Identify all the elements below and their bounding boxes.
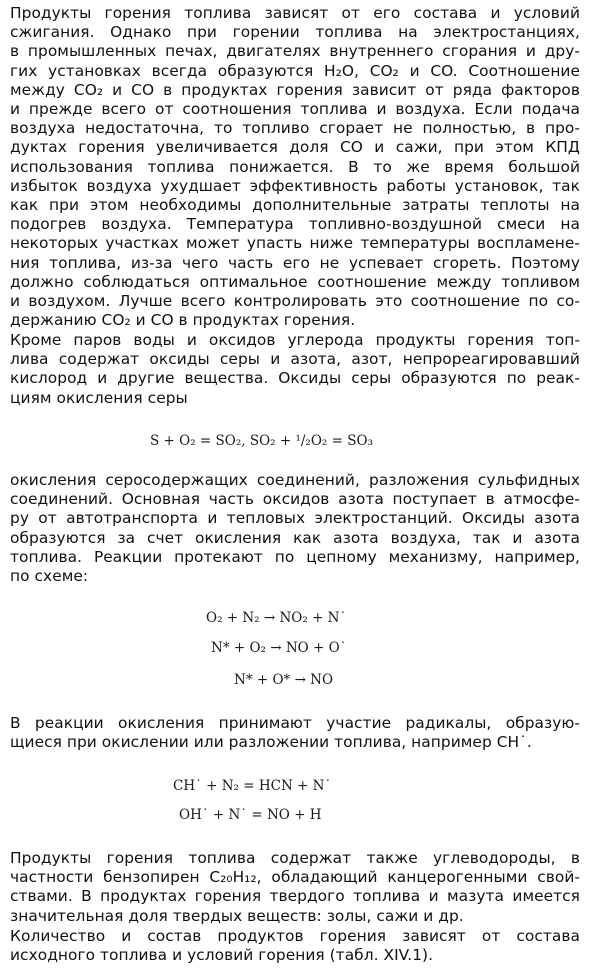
text-line: должно соблюдаться оптимальное соотношение между топливом — [10, 272, 580, 291]
text-line: циям окисления серы — [10, 388, 188, 407]
text-line: по схеме: — [10, 567, 89, 585]
text-line: держанию CO₂ и CO в продуктах горения. — [10, 311, 356, 330]
text-line: ния топлива, из-за чего часть его не успевает сгореть. Поэтому — [10, 253, 580, 272]
equation-line: O₂ + N₂ → NO₂ + N˙ — [206, 610, 347, 626]
text-line: окисления серосодержащих соединений, разложения сульфидных — [10, 471, 580, 489]
text-line: ру от автотранспорта и тепловых электростанций. Оксиды азота — [10, 509, 580, 528]
text-line: топлива. Реакции протекают по цепному механизму, например, — [10, 547, 580, 566]
text-line: лива содержат оксиды серы и азота, азот, непрореагировавший — [10, 350, 580, 369]
text-line: и прежде всего от соотношения топлива и воздуха. Если подача — [10, 100, 580, 118]
equation-line: CH˙ + N₂ = HCN + N˙ — [173, 778, 332, 794]
text-line: соединений. Основная часть оксидов азота поступает в атмосфе- — [10, 490, 580, 509]
text-line: сжигания. Однако при горении топлива на электростанциях, — [10, 23, 580, 42]
text-line: образуются за счет окисления как азота воздуха, так и азота — [10, 528, 580, 547]
text-line: Продукты горения топлива содержат также углеводороды, в — [10, 849, 580, 867]
text-line: некоторых участках может упасть ниже температуры воспламене- — [10, 234, 580, 253]
equation-line: N* + O* → NO — [234, 672, 334, 688]
text-line: избыток воздуха ухудшает эффективность работы установок, так — [10, 176, 580, 195]
text-line: использования топлива понижается. В то же время большой — [10, 157, 580, 176]
text-line: кислород и другие вещества. Оксиды серы образуются по реак- — [10, 369, 580, 388]
equation-sulfur-oxidation: S + O₂ = SO₂, SO₂ + ¹/₂O₂ = SO₃ — [150, 433, 373, 449]
text-line: исходного топлива и условий горения (табл. XIV.1). — [10, 946, 434, 965]
text-line: и воздухом. Лучше всего контролировать это соотношение по со- — [10, 292, 580, 310]
text-line: подогрев воздуха. Температура топливно-воздушной смеси на — [10, 215, 580, 234]
text-line: Продукты горения топлива зависят от его состава и условий — [10, 4, 580, 22]
text-line: дуктах горения увеличивается доля CO и сажи, при этом КПД — [10, 138, 580, 157]
text-line: ствами. В продуктах горения твердого топлива и мазута имеется — [10, 887, 580, 906]
text-line: гих установках всегда образуются H₂O, CO₂ и CO. Соотношение — [10, 61, 580, 80]
text-line: в промышленных печах, двигателях внутреннего сгорания и дру- — [10, 42, 580, 61]
equation-line: N* + O₂ → NO + O˙ — [211, 640, 347, 656]
text-line: В реакции окисления принимают участие радикалы, образую- — [10, 714, 580, 732]
equation-line: OH˙ + N˙ = NO + H — [179, 807, 322, 823]
text-line: Количество и состав продуктов горения зависят от состава — [10, 927, 580, 945]
text-line: воздуха недостаточна, то топливо сгорает не полностью, в про- — [10, 119, 580, 138]
text-line: частности бензопирен C₂₀H₁₂, обладающий канцерогенными свой- — [10, 868, 580, 887]
text-line: как при этом необходимы дополнительные затраты теплоты на — [10, 196, 580, 214]
text-line: значительная доля твердых веществ: золы, сажи и др. — [10, 906, 464, 925]
text-line: между CO₂ и CO в продуктах горения зависит от ряда факторов — [10, 80, 580, 99]
text-line: Кроме паров воды и оксидов углерода продукты горения топ- — [10, 331, 580, 349]
text-line: щиеся при окислении или разложении топлива, например CH˙. — [10, 733, 532, 752]
